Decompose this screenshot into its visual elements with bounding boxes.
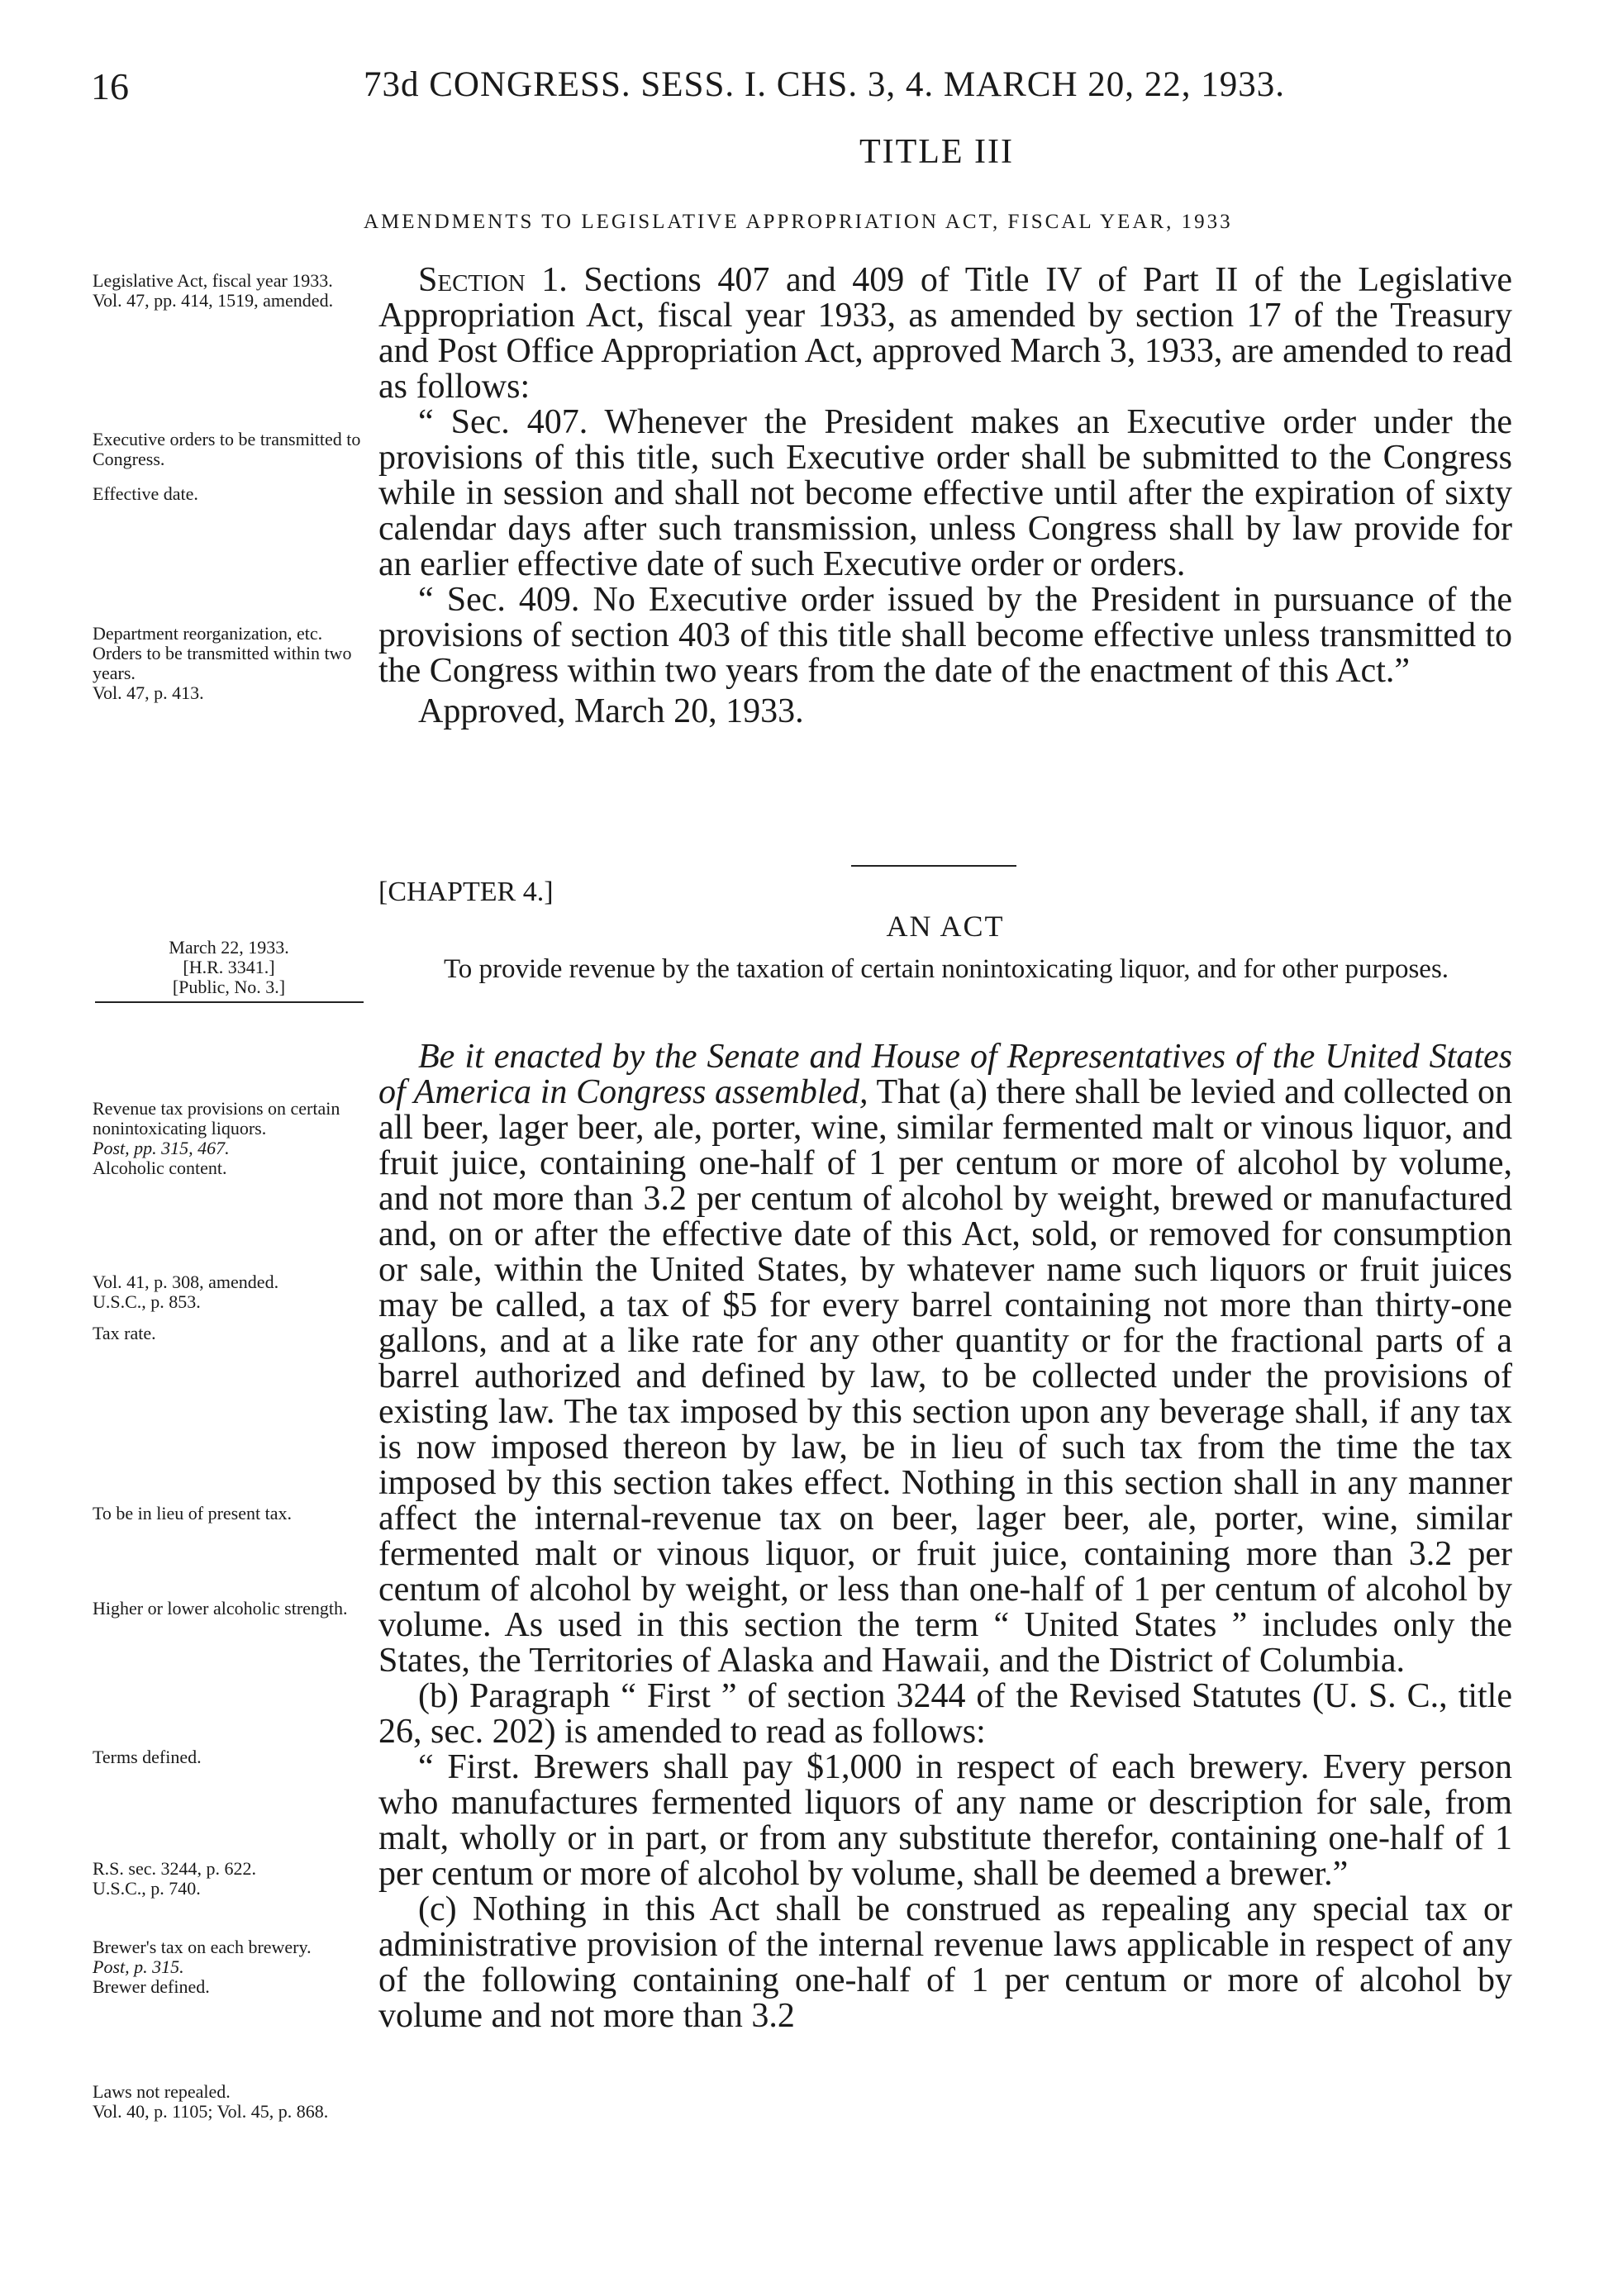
section-1-paragraph: [378, 263, 1512, 405]
sec-407-paragraph: “ Sec. 407. Whenever the President makes an Executive order under the provisions of this title, such Executive order shall be submitted to the Congress while in session and shall not become effective until after the expiration of sixty calendar days after such transmission, unless Congress shall by law provide for an earlier effective date of such Executive order or orders.: [378, 403, 1512, 583]
margin-note-text: Vol. 41, p. 308, amended.: [93, 1272, 279, 1292]
margin-note-text: To be in lieu of present tax.: [93, 1503, 293, 1524]
margin-note: [93, 271, 365, 311]
margin-note: [93, 1272, 365, 1343]
running-head: 73d CONGRESS. SESS. I. CHS. 3, 4. MARCH 20, 22, 1933.: [364, 65, 1286, 104]
margin-note-text: [Public, No. 3.]: [172, 977, 286, 997]
margin-note-text: Vol. 47, pp. 414, 1519, amended.: [93, 290, 334, 311]
margin-note-text: Brewer defined.: [93, 1976, 210, 1997]
title-block: [364, 132, 1510, 172]
section-1-text: 1. Sections 407 and 409 of Title IV of Part II of the Legislative Appropriation Act, fiscal year 1933, as amended by section 17 of the Treasury and Post Office Appropriation Act, approved March 3, 1933, are amended to read as follows:: [378, 261, 1512, 406]
margin-note-text: U.S.C., p. 740.: [93, 1878, 201, 1899]
margin-note-text: Terms defined.: [93, 1747, 202, 1767]
margin-note-text: Effective date.: [93, 483, 198, 504]
page-header: [91, 64, 1510, 131]
margin-note-text: R.S. sec. 3244, p. 622.: [93, 1858, 256, 1879]
margin-note-text: Alcoholic content.: [93, 1158, 227, 1178]
margin-note-text: Department reorganization, etc.: [93, 623, 323, 644]
approved-line: Approved, March 20, 1933.: [418, 692, 804, 730]
para-first: “ First. Brewers shall pay $1,000 in respect of each brewery. Every person who manufactures fermented liquors of any name or description for sale, from malt, wholly or in part, or from any substitute therefor, containing one-half of 1 per centum or more of alcohol by volume, shall be deemed a brewer.”: [378, 1748, 1512, 1893]
margin-note-text: Orders to be transmitted within two years.: [93, 643, 352, 683]
chapter-label: [CHAPTER 4.]: [378, 877, 554, 907]
margin-note: [93, 1099, 365, 1178]
bill-id-note: [93, 938, 365, 997]
para-a: [378, 1039, 1512, 1679]
margin-note-text: Vol. 47, p. 413.: [93, 682, 204, 703]
title-subheading: AMENDMENTS TO LEGISLATIVE APPROPRIATION ACT, FISCAL YEAR, 1933: [364, 211, 1233, 233]
an-act-heading: AN ACT: [886, 910, 1005, 943]
margin-note-text: [H.R. 3341.]: [183, 957, 275, 977]
para-c: (c) Nothing in this Act shall be construed as repealing any special tax or administrative provision of the internal revenue laws applicable in respect of any of the following containing one-half of 1 per centum or more of alcohol by volume and not more than 3.2: [378, 1890, 1512, 2035]
margin-rule: [95, 1001, 364, 1003]
margin-note: [93, 2082, 365, 2122]
margin-note-text: Post, pp. 315, 467.: [93, 1138, 230, 1158]
margin-note-text: Executive orders to be transmitted to Congress.: [93, 429, 361, 469]
margin-note: [93, 430, 365, 504]
margin-note-text: March 22, 1933.: [169, 937, 289, 958]
section-divider: [851, 865, 1016, 867]
margin-note-text: Legislative Act, fiscal year 1933.: [93, 270, 333, 291]
margin-note: [93, 1937, 365, 1997]
enacting-clause: Be it enacted by the Senate and House of Representatives of the United States of America in Congress assembled,: [378, 1038, 1512, 1111]
para-b: (b) Paragraph “ First ” of section 3244 of the Revised Statutes (U. S. C., title 26, sec. 202) is amended to read as follows:: [378, 1677, 1512, 1751]
page-number: 16: [91, 65, 129, 107]
margin-note: [93, 1504, 365, 1524]
margin-note-text: Post, p. 315.: [93, 1956, 184, 1977]
margin-note-text: Laws not repealed.: [93, 2081, 231, 2102]
sec-409-paragraph: “ Sec. 409. No Executive order issued by the President in pursuance of the provisions of section 403 of this title shall become effective unless transmitted to the Congress within two years from the date of the enactment of this Act.”: [378, 581, 1512, 690]
margin-note: [93, 1599, 365, 1619]
title-iii-body: [378, 263, 1512, 730]
margin-note-text: Vol. 40, p. 1105; Vol. 45, p. 868.: [93, 2101, 329, 2122]
margin-note-text: Tax rate.: [93, 1323, 156, 1343]
margin-note: [93, 1747, 365, 1767]
section-label: Section: [418, 261, 526, 299]
para-a-text: That (a) there shall be levied and collected on all beer, lager beer, ale, porter, wine, similar fermented malt or vinous liquor, and fruit juice, containing one-half of 1 per centum or more of alcohol by volume, and not more than 3.2 per centum of alcohol by weight, brewed or manufactured and, on or after the effective date of this Act, sold, or removed for consumption or sale, within the United States, by whatever name such liquors or fruit juices may be called, a tax of $5 for every barrel containing not more than thirty-one gallons, and at a like rate for any other quantity or for the fractional parts of a barrel authorized and defined by law, to be collected under the provisions of existing law. The tax imposed by this section upon any beverage shall, if any tax is now imposed thereon by law, be in lieu of such tax from the time the tax imposed by this section takes effect. Nothing in this section shall in any manner affect the internal-revenue tax on beer, lager beer, ale, porter, wine, similar fermented malt or vinous liquor, or fruit juice, containing more than 3.2 per centum of alcohol by weight, or less than one-half of 1 per centum of alcohol by volume. As used in this section the term “ United States ” includes only the States, the Territories of Alaska and Hawaii, and the District of Columbia.: [378, 1073, 1513, 1680]
margin-note: [93, 624, 365, 703]
title-heading: TITLE III: [859, 133, 1015, 171]
chapter-4-body: [378, 1039, 1512, 2034]
margin-note-text: Higher or lower alcoholic strength.: [93, 1598, 348, 1619]
margin-note-text: Brewer's tax on each brewery.: [93, 1937, 312, 1957]
margin-note: [93, 1859, 365, 1899]
margin-note-text: U.S.C., p. 853.: [93, 1291, 201, 1312]
act-purpose: To provide revenue by the taxation of certain nonintoxicating liquor, and for other purposes.: [443, 954, 1449, 984]
margin-note-text: Revenue tax provisions on certain nonintoxicating liquors.: [93, 1098, 340, 1138]
